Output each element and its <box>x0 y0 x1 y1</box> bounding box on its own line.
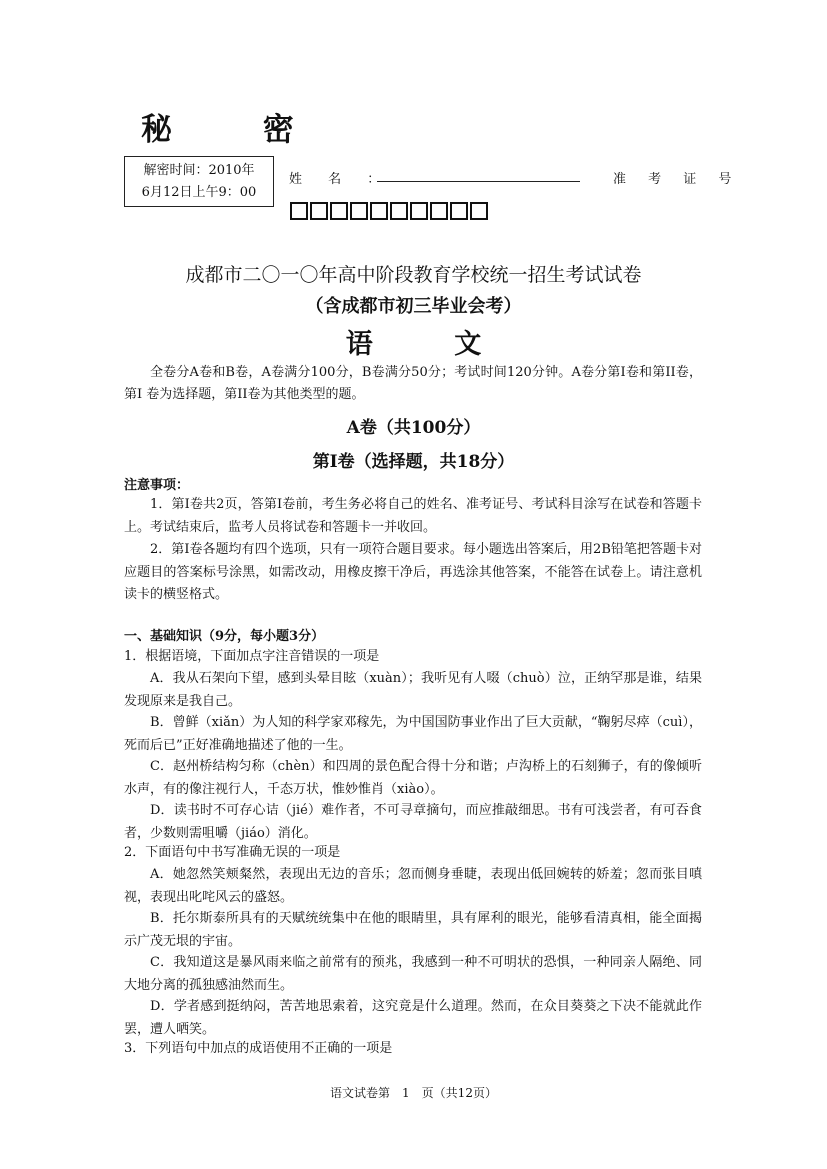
exam-id-box <box>450 202 468 220</box>
question-1-option-d: D．读书时不可存心诘（jié）难作者，不可寻章摘句，而应推敲细思。书有可浅尝者，有可吞食者，少数则需咀嚼（jiáo）消化。 <box>124 803 702 841</box>
exam-id-box <box>350 202 368 220</box>
question-1-option-b: B．曾鲜（xiǎn）为人知的科学家邓稼先，为中国国防事业作出了巨大贡献，“鞠躬尽瘁（cuì），死而后已”正好准确地描述了他的一生。 <box>124 715 702 753</box>
exam-id-box <box>430 202 448 220</box>
question-1-option-c: C．赵州桥结构匀称（chèn）和四周的景色配合得十分和谐；卢沟桥上的石刻狮子，有的像倾听水声，有的像注视行人，千态万状，惟妙惟肖（xiào）。 <box>124 759 702 797</box>
question-2-option-d: D．学者感到挺纳闷，苦苦地思索着，这究竟是什么道理。然而，在众目葵葵之下决不能就此作罢，遭人哂笑。 <box>124 999 702 1037</box>
exam-id-box <box>470 202 488 220</box>
subject-title: 语 文 <box>345 329 518 360</box>
exam-id-label: 准 考 证 号 <box>613 172 741 187</box>
name-blank-line <box>377 181 580 182</box>
name-label: 姓 名 ： <box>289 172 392 187</box>
exam-id-box <box>370 202 388 220</box>
secret-label: 秘 密 <box>141 112 334 148</box>
notice-title: 注意事项： <box>124 478 190 493</box>
unseal-time-line1: 解密时间：2010年 <box>143 163 255 178</box>
page-footer: 语文试卷第 1 页（共12页） <box>330 1086 497 1100</box>
exam-subtitle: （含成都市初三毕业会考） <box>305 296 522 317</box>
exam-id-box <box>390 202 408 220</box>
section-1-title: 一、基础知识（9分，每小题3分） <box>124 629 325 644</box>
exam-id-box <box>330 202 348 220</box>
question-2-option-c: C．我知道这是暴风雨来临之前常有的预兆，我感到一种不可明状的恐惧，一种同亲人隔绝、同大地分离的孤独感油然而生。 <box>124 955 702 993</box>
exam-intro: 全卷分A卷和B卷，A卷满分100分，B卷满分50分；考试时间120分钟。A卷分第I卷和第II卷，第I 卷为选择题，第II卷为其他类型的题。 <box>124 365 702 402</box>
notice-item-1: 1．第I卷共2页，答第I卷前，考生务必将自己的姓名、准考证号、考试科目涂写在试卷和答题卡上。考试结束后，监考人员将试卷和答题卡一并收回。 <box>124 497 702 535</box>
notice-item-2: 2．第I卷各题均有四个选项，只有一项符合题目要求。每小题选出答案后，用2B铅笔把答题卡对应题目的答案标号涂黑，如需改动，用橡皮擦干净后，再选涂其他答案，不能答在试卷上。请注意机读卡的横竖格式。 <box>124 542 702 602</box>
exam-title: 成都市二〇一〇年高中阶段教育学校统一招生考试试卷 <box>185 264 642 286</box>
exam-id-boxes <box>290 202 488 220</box>
question-2-option-b: B．托尔斯泰所具有的天赋统统集中在他的眼睛里，具有犀利的眼光，能够看清真相，能全面揭示广茂无垠的宇宙。 <box>124 911 702 949</box>
exam-id-box <box>410 202 428 220</box>
volume-a-heading: A卷（共100分） <box>346 418 481 438</box>
unseal-time-box <box>124 156 274 207</box>
volume-1-heading: 第I卷（选择题，共18分） <box>312 452 515 472</box>
question-1-stem: 1．根据语境，下面加点字注音错误的一项是 <box>124 649 380 664</box>
question-1-option-a: A．我从石架向下望，感到头晕目眩（xuàn）；我听见有人啜（chuò）泣，正纳罕那是谁，结果发现原来是我自己。 <box>124 671 702 709</box>
question-2-stem: 2．下面语句中书写准确无误的一项是 <box>124 845 341 860</box>
exam-id-box <box>290 202 308 220</box>
exam-id-box <box>310 202 328 220</box>
unseal-time-line2: 6月12日上午9：00 <box>141 185 257 200</box>
question-2-option-a: A．她忽然笑颊粲然，表现出无边的音乐；忽而侧身垂睫，表现出低回婉转的娇羞；忽而张目嗔视，表现出叱咤风云的盛怒。 <box>124 867 702 905</box>
question-3-stem: 3．下列语句中加点的成语使用不正确的一项是 <box>124 1041 393 1056</box>
